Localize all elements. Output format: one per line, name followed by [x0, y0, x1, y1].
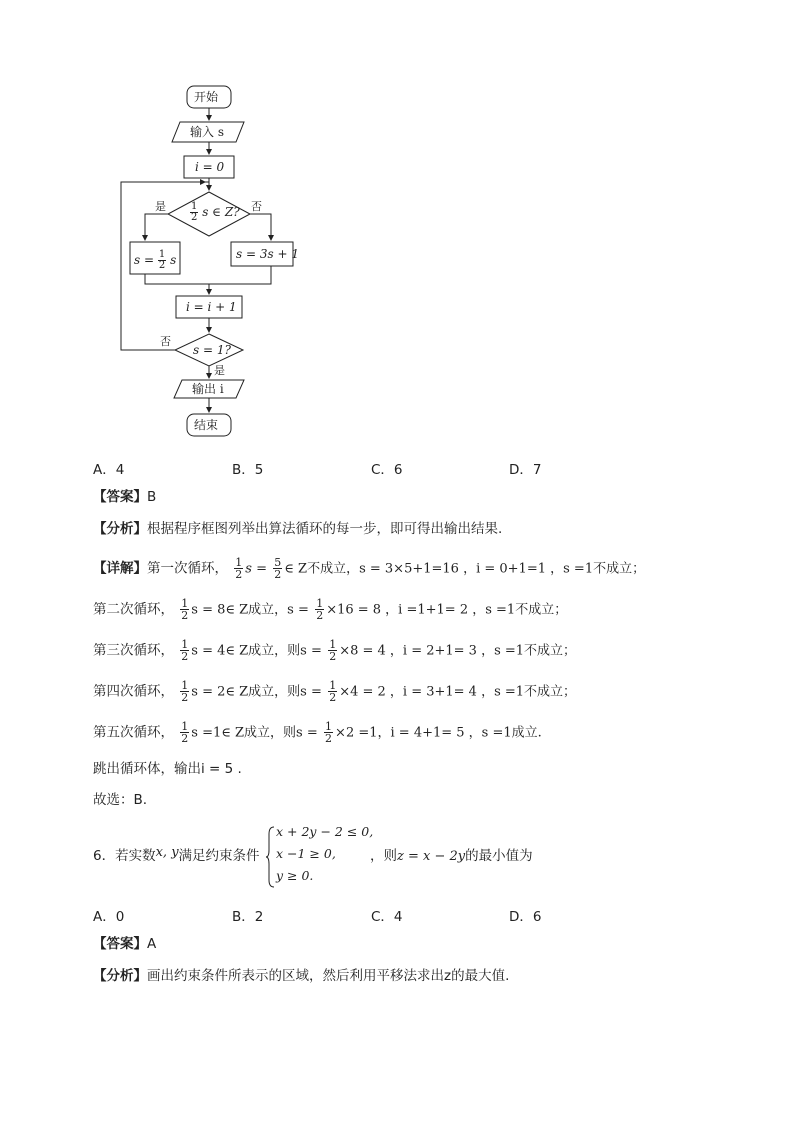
q5-detail-line-7: 故选：B. — [93, 792, 148, 808]
increment-label: i = i + 1 — [186, 300, 237, 314]
q5-detail-line-6: 跳出循环体，输出i = 5 . — [93, 761, 242, 777]
q6-option-c: C．4 — [371, 909, 403, 925]
no-label-1: 否 — [251, 200, 262, 213]
q5-detail-line-3: 第三次循环， $\frac{1}{2}$ s = 4∈ Z成立，则s = $\frac{1}{2}$ ×8 = 4 ，i = 2+1= 3 ，s =1不成立； — [93, 638, 577, 663]
q5-detail-line-4: 第四次循环， $\frac{1}{2}$ s = 2∈ Z成立，则s = $\frac{1}{2}$ ×4 = 2 ，i = 3+1= 4 ，s =1不成立； — [93, 679, 577, 704]
output-label: 输出 i — [192, 382, 224, 396]
analysis-text: 根据程序框图列举出算法循环的每一步，即可得出输出结果. — [147, 521, 503, 537]
q6-option-d: D．6 — [509, 909, 542, 925]
input-label: 输入 s — [190, 125, 224, 139]
q5-answer — [93, 488, 156, 506]
q5-option-b: B．5 — [232, 462, 264, 478]
answer-value: B — [147, 489, 157, 505]
answer-label: 【答案】 — [93, 936, 147, 952]
detail-label: 【详解】 — [93, 560, 147, 577]
init-label: i = 0 — [195, 160, 225, 174]
q5-detail-line-1: 【详解】第一次循环， $\frac{1}{2}$ s = $\frac{5}{2}$ ∈ Z不成立，s = 3×5+1=16 ，i = 0+1=1 ，s =1不成立； — [93, 556, 646, 581]
answer-value: A — [147, 936, 157, 952]
q5-detail-line-5: 第五次循环， $\frac{1}{2}$ s =1∈ Z成立，则s = $\frac{1}{2}$ ×2 =1，i = 4+1= 5 ，s =1成立. — [93, 720, 542, 745]
q6-option-b: B．2 — [232, 909, 264, 925]
q6-answer — [93, 935, 156, 953]
yes-label-2: 是 — [214, 364, 225, 377]
flowchart — [110, 80, 310, 440]
q5-detail-line-2: 第二次循环， $\frac{1}{2}$ s = 8∈ Z成立，s = $\frac{1}{2}$ ×16 = 8 ，i =1+1= 2 ，s =1不成立； — [93, 597, 568, 622]
q5-analysis — [93, 520, 502, 538]
analysis-text: 画出约束条件所表示的区域，然后利用平移法求出z的最大值. — [147, 968, 510, 984]
start-label: 开始 — [194, 90, 219, 104]
end-label: 结束 — [194, 418, 219, 432]
condition2: s = 1? — [193, 343, 231, 357]
q6-stem-tail: ，则z = x − 2y的最小值为 — [370, 848, 533, 864]
q5-option-c: C．6 — [371, 462, 403, 478]
analysis-label: 【分析】 — [93, 968, 147, 984]
analysis-label: 【分析】 — [93, 521, 147, 537]
left-assign-box: s = $\frac{1}{2}$ s — [134, 249, 177, 271]
condition1: $\frac{1}{2}$ s ∈ Z? — [191, 201, 240, 223]
constraint-1: x + 2y − 2 ≤ 0, — [276, 824, 374, 839]
no-label-2: 否 — [160, 335, 171, 348]
constraint-3: y ≥ 0. — [276, 868, 314, 883]
q5-option-d: D．7 — [509, 462, 542, 478]
q5-option-a: A．4 — [93, 462, 125, 478]
q6-analysis — [93, 967, 509, 985]
q6-stem: 6．若实数x, y满足约束条件 — [93, 845, 260, 864]
q6-option-a: A．0 — [93, 909, 125, 925]
answer-label: 【答案】 — [93, 489, 147, 505]
brace-icon — [266, 826, 276, 888]
yes-label-1: 是 — [155, 200, 166, 213]
right-assign-box: s = 3s + 1 — [236, 247, 299, 261]
constraint-2: x −1 ≥ 0, — [276, 846, 336, 861]
